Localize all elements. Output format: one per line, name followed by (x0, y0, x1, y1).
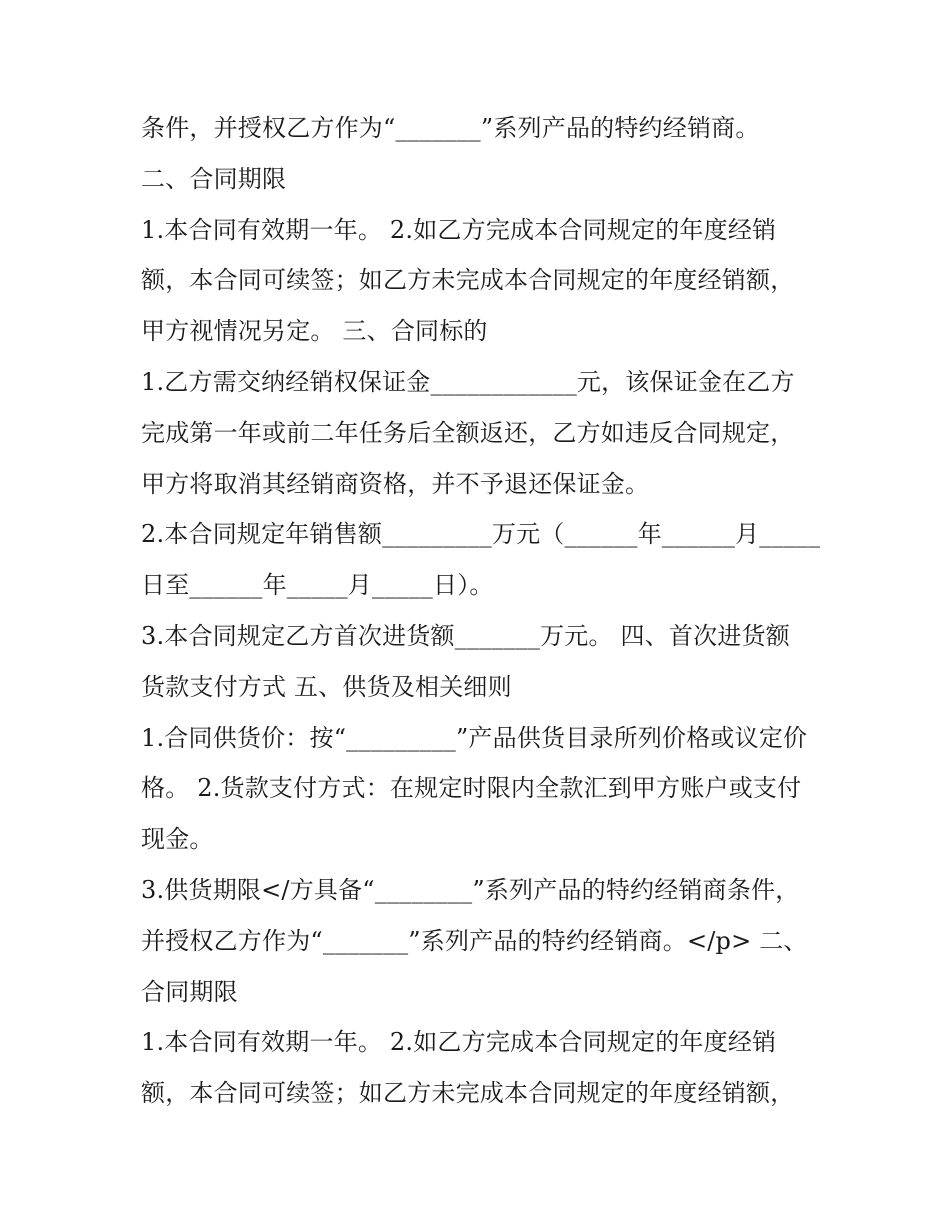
text-line: 甲方将取消其经销商资格，并不予退还保证金。 (141, 469, 650, 498)
text-line: 额，本合同可续签；如乙方未完成本合同规定的年度经销额， (141, 1079, 795, 1108)
text-line: 并授权乙方作为“_______”系列产品的特约经销商。</p> 二、 (141, 926, 808, 955)
text-line: 3.供货期限</方具备“________”系列产品的特约经销商条件， (141, 875, 800, 904)
text-line: 1.乙方需交纳经销权保证金____________元，该保证金在乙方 (141, 367, 795, 396)
document-body (141, 103, 821, 1119)
section-heading: 二、合同期限 (141, 164, 287, 193)
text-line: 1.合同供货价：按“_________”产品供货目录所列价格或议定价 (141, 723, 808, 752)
text-line: 条件，并授权乙方作为“_______”系列产品的特约经销商。 (141, 114, 760, 142)
text-line: 格。 2.货款支付方式：在规定时限内全款汇到甲方账户或支付 (141, 774, 802, 803)
text-line: 3.本合同规定乙方首次进货额_______万元。 四、首次进货额 (141, 621, 790, 650)
text-line: 甲方视情况另定。 三、合同标的 (141, 317, 488, 346)
section-heading: 合同期限 (141, 977, 238, 1006)
text-line: 完成第一年或前二年任务后全额返还，乙方如违反合同规定， (141, 418, 795, 447)
text-line: 1.本合同有效期一年。 2.如乙方完成本合同规定的年度经销 (141, 215, 777, 244)
text-line: 2.本合同规定年销售额_________万元（______年______月_____ (141, 520, 821, 549)
text-line: 货款支付方式 五、供货及相关细则 (141, 672, 512, 701)
text-line: 日至______年_____月_____日）。 (141, 571, 494, 600)
text-line: 额，本合同可续签；如乙方未完成本合同规定的年度经销额， (141, 266, 795, 295)
text-line: 现金。 (141, 825, 214, 854)
text-line: 1.本合同有效期一年。 2.如乙方完成本合同规定的年度经销 (141, 1028, 777, 1057)
